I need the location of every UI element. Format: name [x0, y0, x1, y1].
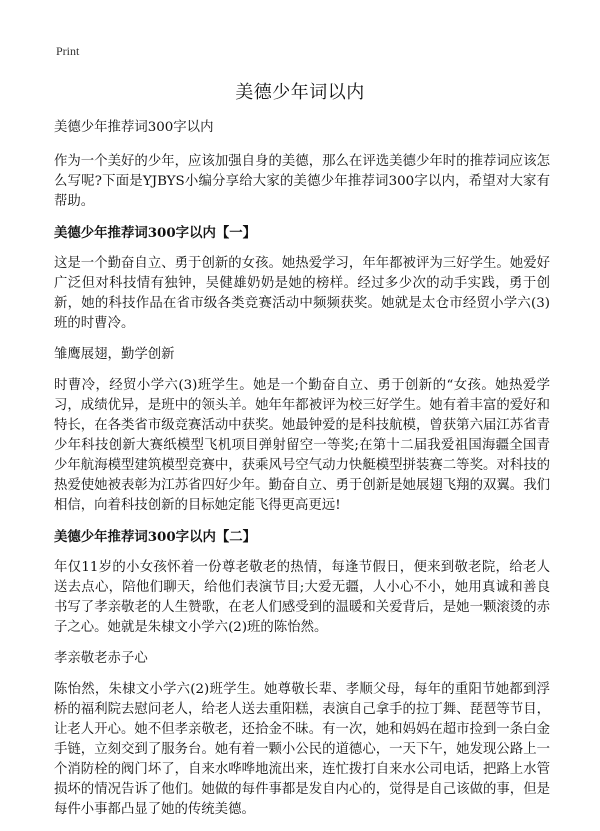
- article-body: [54, 118, 550, 831]
- section-2-paragraph-1: 年仅11岁的小女孩怀着一份尊老敬老的热情，每逢节假日，便来到敬老院，给老人送去点心，陪他们聊天，给他们表演节目;大爱无疆，人小心不小，她用真诚和善良书写了孝亲敬老的人生赞歌，在老人们感受到的温暖和关爱背后，是她一颗滚烫的赤子之心。她就是朱棣文小学六(2)班的陈怡然。: [54, 560, 550, 635]
- section-2-paragraph-2: 陈怡然，朱棣文小学六(2)班学生。她尊敬长辈、孝顺父母，每年的重阳节她都到浮桥的福利院去慰问老人，给老人送去重阳糕，表演自己拿手的拉丁舞、琵琶等节目，让老人开心。她不但孝亲敬老，还拾金不昧。有一次，她和妈妈在超市捡到一条白金手链，立刻交到了服务台。她有着一颗小公民的道德心，一天下午，她发现公路上一个消防栓的阀门坏了，自来水哗哗地流出来，连忙拨打自来水公司电话，把路上水管损坏的情况告诉了他们。她做的每件事都是发自内心的，觉得是自己该做的事，但是每件小事都凸显了她的传统美德。: [54, 682, 550, 817]
- section-1-caption: 雏鹰展翅，勤学创新: [54, 347, 175, 362]
- section-1-heading: 美德少年推荐词300字以内【一】: [54, 225, 257, 241]
- section-2-heading: 美德少年推荐词300字以内【二】: [54, 529, 257, 545]
- print-link[interactable]: Print: [56, 44, 80, 58]
- article-subtitle: 美德少年推荐词300字以内: [54, 120, 214, 135]
- intro-paragraph: 作为一个美好的少年，应该加强自身的美德，那么在评选美德少年时的推荐词应该怎么写呢?下面是YJBYS小编分享给大家的美德少年推荐词300字以内，希望对大家有帮助。: [54, 154, 550, 209]
- section-1-paragraph-1: 这是一个勤奋自立、勇于创新的女孩。她热爱学习，年年都被评为三好学生。她爱好广泛但对科技情有独钟，吴健雄奶奶是她的榜样。经过多少次的动手实践，勇于创新，她的科技作品在省市级各类竞赛活动中频频获奖。她就是太仓市经贸小学六(3)班的时曹冷。: [54, 256, 550, 331]
- section-2-caption: 孝亲敬老赤子心: [54, 651, 148, 666]
- page-title: 美德少年词以内: [235, 82, 365, 103]
- section-1-paragraph-2: 时曹冷，经贸小学六(3)班学生。她是一个勤奋自立、勇于创新的“女孩。她热爱学习，成绩优异，是班中的领头羊。她年年都被评为校三好学生。她有着丰富的爱好和特长，在各类省市级竞赛活动中获奖。她最钟爱的是科技航模，曾获第六届江苏省青少年科技创新大赛纸模型飞机项目弹射留空一等奖;在第十二届我爱祖国海疆全国青少年航海模型建筑模型竞赛中，获乘风号空气动力快艇模型拼装赛二等奖。对科技的热爱使她被表彰为江苏省四好少年。勤奋自立、勇于创新是她展翅飞翔的双翼。我们相信，向着科技创新的目标她定能飞得更高更远!: [54, 378, 550, 513]
